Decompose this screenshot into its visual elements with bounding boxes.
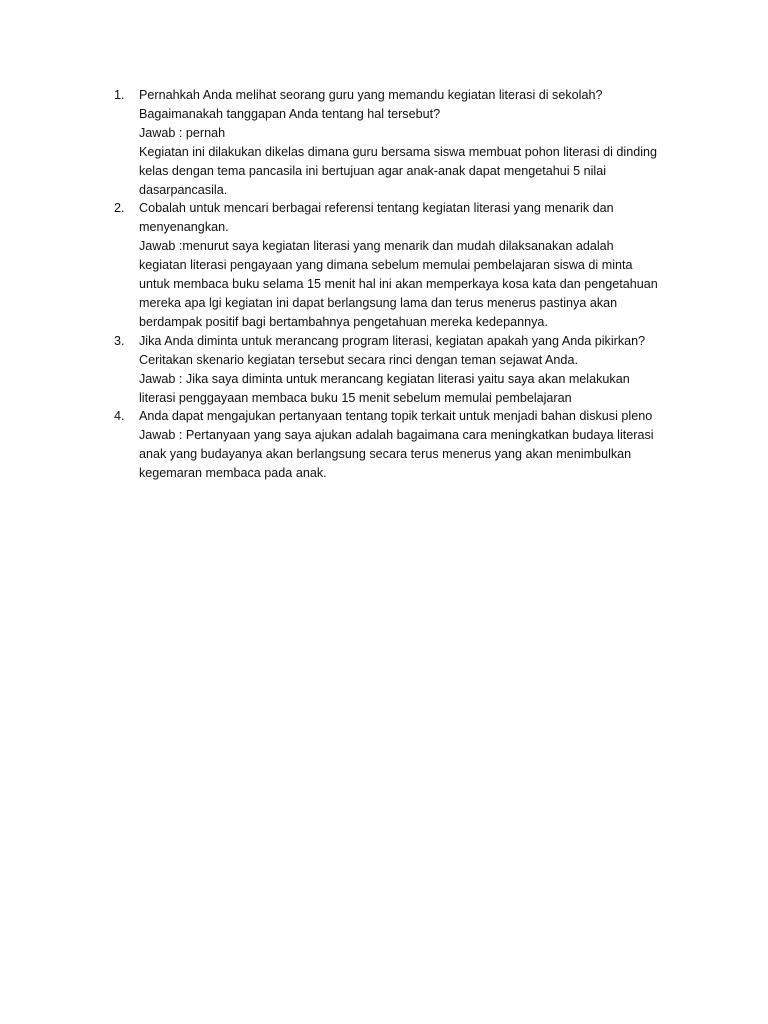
item-number: 4. (114, 409, 125, 424)
answer-line: berdampak positif bagi bertambahnya pengetahuan mereka kedepannya. (139, 314, 548, 329)
answer-line: Jawab : Jika saya diminta untuk merancang kegiatan literasi yaitu saya akan melakukan (139, 371, 630, 386)
answer-line: Jawab :menurut saya kegiatan literasi yang menarik dan mudah dilaksanakan adalah (139, 239, 614, 254)
answer-line: kegemaran membaca pada anak. (139, 466, 327, 481)
question-line: Anda dapat mengajukan pertanyaan tentang topik terkait untuk menjadi bahan diskusi pleno (139, 409, 653, 424)
item-content (139, 332, 694, 408)
list-item (114, 407, 694, 483)
item-number: 3. (114, 333, 125, 348)
answer-line: Jawab : pernah (139, 125, 226, 140)
item-number: 1. (114, 88, 125, 102)
item-number: 2. (114, 201, 125, 216)
list-item (114, 86, 694, 199)
question-line: Ceritakan skenario kegiatan tersebut secara rinci dengan teman sejawat Anda. (139, 352, 578, 367)
answer-line: Kegiatan ini dilakukan dikelas dimana guru bersama siswa membuat pohon literasi di dinding (139, 144, 658, 159)
item-content (139, 86, 694, 199)
list-item (114, 332, 694, 408)
item-content (139, 199, 694, 331)
question-line: Cobalah untuk mencari berbagai referensi tentang kegiatan literasi yang menarik dan (139, 201, 614, 216)
question-line: menyenangkan. (139, 220, 229, 235)
list-item (114, 199, 694, 331)
answer-line: kelas dengan tema pancasila ini bertujuan agar anak-anak dapat mengetahui 5 nilai (139, 163, 606, 178)
answer-line: anak yang budayanya akan berlangsung secara terus menerus yang akan menimbulkan (139, 447, 632, 462)
question-answer-list (114, 86, 694, 483)
question-line: Bagaimanakah tanggapan Anda tentang hal tersebut? (139, 106, 441, 121)
answer-line: kegiatan literasi pengayaan yang dimana sebelum memulai pembelajaran siswa di minta (139, 258, 633, 273)
question-line: Pernahkah Anda melihat seorang guru yang memandu kegiatan literasi di sekolah? (139, 88, 603, 102)
answer-line: untuk membaca buku selama 15 menit hal ini akan memperkaya kosa kata dan pengetahuan (139, 277, 658, 292)
question-line: Jika Anda diminta untuk merancang program literasi, kegiatan apakah yang Anda pikirkan? (139, 333, 646, 348)
item-content (139, 407, 694, 483)
answer-line: mereka apa lgi kegiatan ini dapat berlangsung lama dan terus menerus pastinya akan (139, 295, 618, 310)
answer-line: Jawab : Pertanyaan yang saya ajukan adalah bagaimana cara meningkatkan budaya literasi (139, 428, 654, 443)
answer-line: dasarpancasila. (139, 182, 228, 197)
answer-line: literasi penggayaan membaca buku 15 menit sebelum memulai pembelajaran (139, 390, 572, 405)
